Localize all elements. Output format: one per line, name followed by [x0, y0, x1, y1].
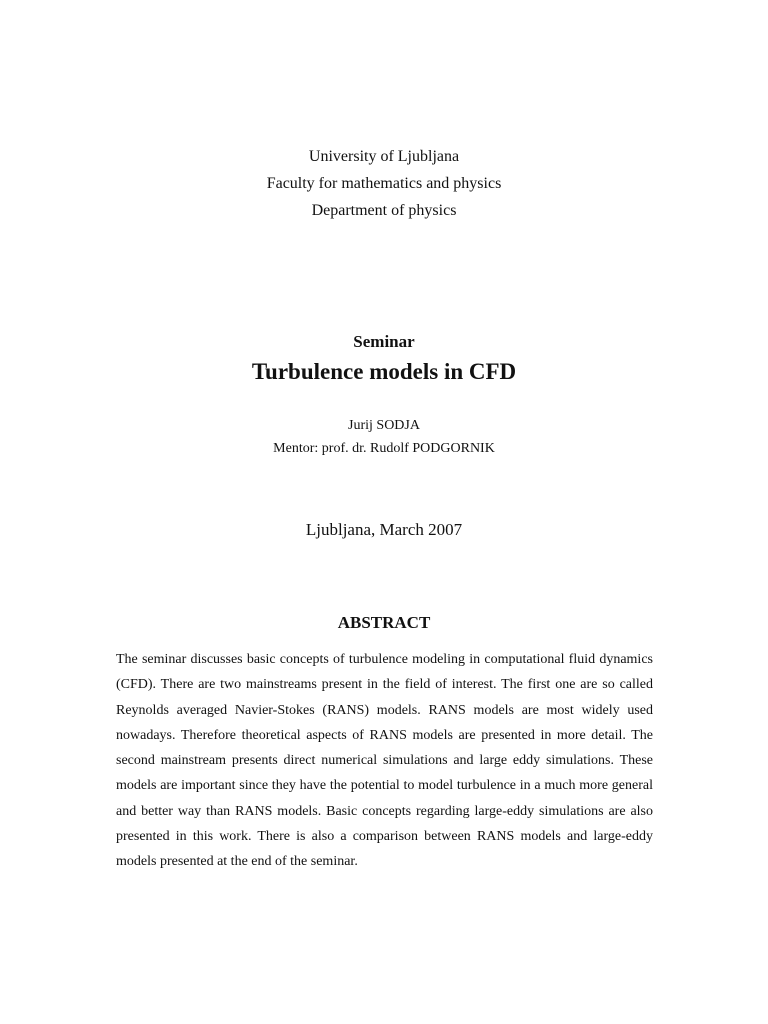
- university-name: University of Ljubljana: [308, 148, 460, 165]
- seminar-title: Turbulence models in CFD: [251, 359, 517, 384]
- author-name: Jurij SODJA: [348, 418, 420, 433]
- department-name: Department of physics: [311, 202, 457, 219]
- abstract-body: The seminar discusses basic concepts of turbulence modeling in computational fluid dynamics (CFD). There are two mainstreams present in the field of interest. The first one are so called Reynolds averaged Navier-Stokes (RANS) models. RANS models are most widely used nowadays. Therefore theoretical aspects of RANS models are presented in more detail. The second mainstream presents direct numerical simulations and large eddy simulations. These models are important since they have the potential to model turbulence in a much more general and better way than RANS models. Basic concepts regarding large-eddy simulations are also presented in this work. There is also a comparison between RANS models and large-eddy models presented at the end of the seminar.: [116, 652, 653, 870]
- faculty-name: Faculty for mathematics and physics: [266, 175, 502, 192]
- place-date: Ljubljana, March 2007: [305, 520, 463, 539]
- seminar-label: Seminar: [353, 332, 415, 351]
- mentor-line: Mentor: prof. dr. Rudolf PODGORNIK: [273, 441, 495, 456]
- abstract-heading: ABSTRACT: [337, 613, 431, 632]
